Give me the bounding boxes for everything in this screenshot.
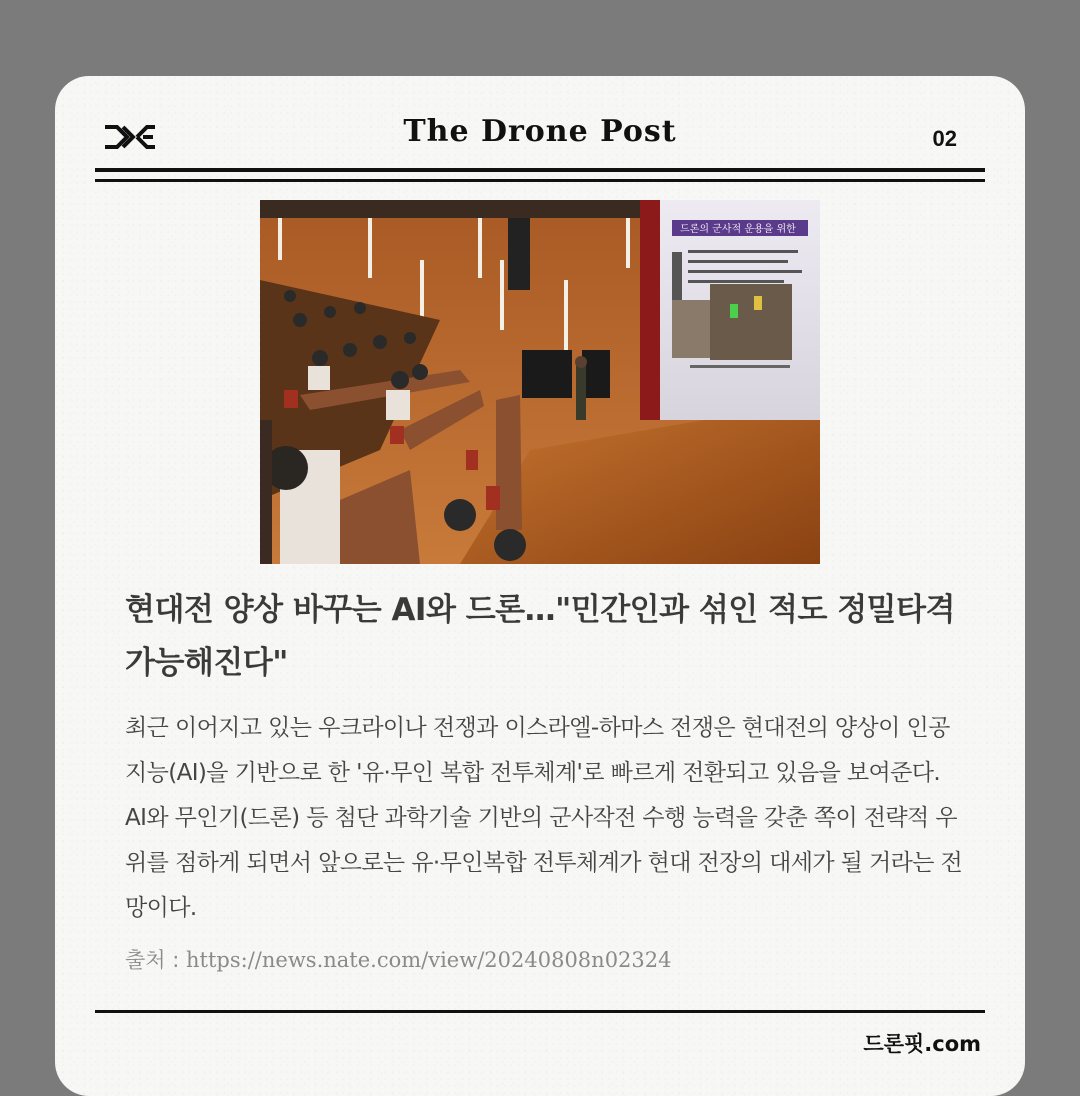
lecture-hall-illustration xyxy=(260,200,820,564)
header-rule-bottom xyxy=(95,179,985,182)
article-headline: 현대전 양상 바꾸는 AI와 드론…"민간인과 섞인 적도 정밀타격 가능해진다" xyxy=(125,592,955,681)
article-body: 최근 이어지고 있는 우크라이나 전쟁과 이스라엘-하마스 전쟁은 현대전의 양상이 인공지능(AI)을 기반으로 한 '유·무인 복합 전투체계'로 빠르게 전환되고 있음을 보여준다. AI와 무인기(드론) 등 첨단 과학기술 기반의 군사작전 수행 능력을 갖춘 쪽이 전략적 우위를 점하게 되면서 앞으로는 유·무인복합 전투체계가 현대 전장의 대세가 될 거라는 전망이다. xyxy=(125,715,963,921)
source-link[interactable]: https://news.nate.com/view/20240808n02324 xyxy=(186,948,672,972)
source-line xyxy=(125,944,672,974)
source-label: 출처 : xyxy=(125,948,180,972)
lecture-photo xyxy=(260,200,820,564)
header-rule-top xyxy=(95,168,985,172)
site-name[interactable]: 드론핏.com xyxy=(863,1032,981,1056)
footer-rule xyxy=(95,1010,985,1013)
slide-title: 드론의 군사적 운용을 위한 xyxy=(680,224,796,235)
article-card xyxy=(55,76,1025,1096)
masthead-title: The Drone Post xyxy=(403,114,677,149)
page-number: 02 xyxy=(932,126,957,151)
